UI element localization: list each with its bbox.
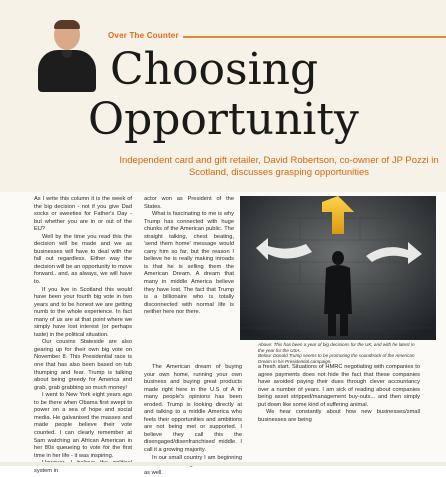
- body-column-2-bottom: [144, 364, 242, 477]
- paragraph: In our small country I am beginning as well.: [144, 454, 242, 476]
- paragraph: We hear constantly about how new businesses/small businesses are being: [258, 409, 420, 423]
- title-line-1: Choosing: [110, 44, 319, 95]
- paragraph: I went to New York eight years ago to be there when Obama first swept to power on a sea of hope and social media. He galvanised the masses and made people believe their vote counted. I can clearly remember at 5am watching an African American in her 80s queueing to vote for the first time in her life - it was inspiring.: [34, 392, 132, 459]
- standfirst: Independent card and gift retailer, David Robertson, co-owner of JP Pozzi in Scotland, discusses grasping opportunities: [119, 155, 439, 178]
- title-line-2: Opportunity: [88, 94, 359, 145]
- paragraph: actor won as President of the States.: [144, 196, 234, 210]
- paragraph: Our cousins Stateside are also gearing up for their own big vote on November 8. This Presidential race is one that has also been based on tub thumping and fear. Trump is talking about being greedy for America and grab, grab grabbing so much money!: [34, 339, 132, 391]
- paragraph: What is fascinating to me is why Trump has connected with huge chunks of the American public. The straight talking, chest beating, 'send them home' message would carry him so far, but the reason I believe he is really making inroads is that he is selling them the American Dream. A dream that many in middle America believe they have lost. The fact that Trump is a billionaire who is totally disconnected with normal life is neither here nor there.: [144, 211, 234, 316]
- caption-line: Above: This has been a year of big decisions for the UK, and with he latest in the year for the USA.: [258, 342, 415, 353]
- page-footer-bar: [0, 462, 446, 466]
- paragraph: The American dream of buying your own home, running your own business and buying great products made right here in the U.S of A in many people's opinions has been eroded. Trump is looking directly at and talking to a middle America who feels their opportunities and ambitions are not being met or supported. I believe they call this the disengaged/disenfranchised middle. I call it a growing majority.: [144, 364, 242, 454]
- image-caption: [258, 342, 418, 364]
- feature-image-crossroads: [240, 196, 436, 340]
- body-column-1: [34, 196, 132, 475]
- body-column-3: [258, 364, 420, 424]
- paragraph: a fresh start. Situations of HMRC negotiating with companies to agree payments does not hide the fact that these companies have avoided paying their dues through clever accountancy over a number of years. I am sick of reading about companies being asset stripped/management buy-outs... and then simply put down like some kind of suffering animal.: [258, 364, 420, 408]
- section-kicker: Over The Counter: [108, 31, 446, 40]
- paragraph: system in: [34, 467, 59, 474]
- article-title: [88, 44, 440, 145]
- paragraph: Well by the time you read this the decision will be made and we as businesses will have to deal with the fall out regardless. Either way the decision will be an opportunity to move forward.. and, as always, we will have to.: [34, 233, 132, 286]
- paragraph: If you live in Scotland this would have been your fourth big vote in two years and to be honest we are getting numb to the whole experience. In fact many of us are at that point where we simply have lost interest (or perhaps taste) in the political situation.: [34, 286, 132, 338]
- paragraph: As I write this column it is the week of the big decision - not if you give Dad socks or sweeties for Father's Day - but whether you are in or out of the EU?: [34, 196, 132, 233]
- author-photo: [36, 20, 98, 92]
- caption-line: Below: Donald Trump seems to be promoting the soundtrack of the American Dream in his Presidential campaign.: [258, 353, 415, 364]
- body-column-2-top: [144, 196, 234, 317]
